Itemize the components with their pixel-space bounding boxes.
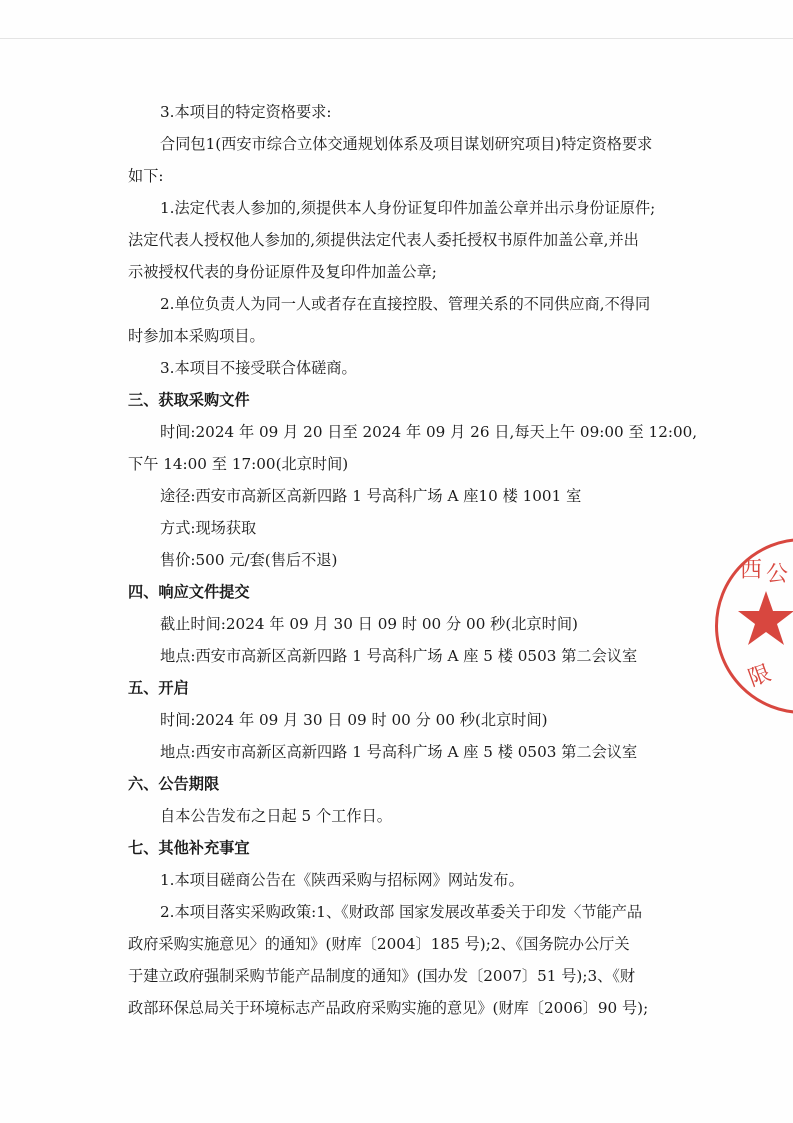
text-line: 3.本项目的特定资格要求: bbox=[160, 103, 332, 121]
seal-text: 公 bbox=[766, 562, 789, 587]
text-line: 途径:西安市高新区高新四路 1 号高科广场 A 座10 楼 1001 室 bbox=[160, 487, 582, 505]
section-heading: 三、获取采购文件 bbox=[128, 391, 250, 409]
text-line: 2.单位负责人为同一人或者存在直接控股、管理关系的不同供应商,不得同 bbox=[160, 295, 651, 313]
official-seal bbox=[715, 538, 793, 714]
text-line: 方式:现场获取 bbox=[160, 519, 257, 537]
text-line: 合同包1(西安市综合立体交通规划体系及项目谋划研究项目)特定资格要求 bbox=[160, 135, 653, 153]
text-line: 下午 14:00 至 17:00(北京时间) bbox=[128, 455, 349, 473]
text-line: 地点:西安市高新区高新四路 1 号高科广场 A 座 5 楼 0503 第二会议室 bbox=[160, 743, 638, 761]
header-rule bbox=[0, 38, 793, 39]
text-line: 时间:2024 年 09 月 30 日 09 时 00 分 00 秒(北京时间) bbox=[160, 711, 548, 729]
section-heading: 四、响应文件提交 bbox=[128, 583, 250, 601]
text-line: 时间:2024 年 09 月 20 日至 2024 年 09 月 26 日,每天上午 09:00 至 12:00, bbox=[160, 423, 698, 441]
text-line: 地点:西安市高新区高新四路 1 号高科广场 A 座 5 楼 0503 第二会议室 bbox=[160, 647, 638, 665]
text-line: 示被授权代表的身份证原件及复印件加盖公章; bbox=[128, 263, 437, 281]
text-line: 法定代表人授权他人参加的,须提供法定代表人委托授权书原件加盖公章,并出 bbox=[128, 231, 639, 249]
text-line: 自本公告发布之日起 5 个工作日。 bbox=[160, 807, 392, 825]
section-heading: 七、其他补充事宜 bbox=[128, 839, 250, 857]
seal-text: 西 bbox=[740, 558, 763, 583]
text-line: 售价:500 元/套(售后不退) bbox=[160, 551, 338, 569]
section-heading: 六、公告期限 bbox=[128, 775, 220, 793]
text-line: 3.本项目不接受联合体磋商。 bbox=[160, 359, 357, 377]
text-line: 时参加本采购项目。 bbox=[128, 327, 265, 345]
text-line: 政府采购实施意见〉的通知》(财库〔2004〕185 号);2、《国务院办公厅关 bbox=[128, 935, 630, 953]
seal-text: 限 bbox=[745, 660, 775, 692]
text-line: 2.本项目落实采购政策:1、《财政部 国家发展改革委关于印发〈节能产品 bbox=[160, 903, 643, 921]
text-line: 如下: bbox=[128, 167, 164, 185]
text-line: 政部环保总局关于环境标志产品政府采购实施的意见》(财库〔2006〕90 号); bbox=[128, 999, 649, 1017]
seal-star-icon bbox=[736, 589, 793, 649]
text-line: 于建立政府强制采购节能产品制度的通知》(国办发〔2007〕51 号);3、《财 bbox=[128, 967, 636, 985]
text-line: 截止时间:2024 年 09 月 30 日 09 时 00 分 00 秒(北京时间) bbox=[160, 615, 578, 633]
section-heading: 五、开启 bbox=[128, 679, 189, 697]
text-line: 1.本项目磋商公告在《陕西采购与招标网》网站发布。 bbox=[160, 871, 524, 889]
text-line: 1.法定代表人参加的,须提供本人身份证复印件加盖公章并出示身份证原件; bbox=[160, 199, 656, 217]
